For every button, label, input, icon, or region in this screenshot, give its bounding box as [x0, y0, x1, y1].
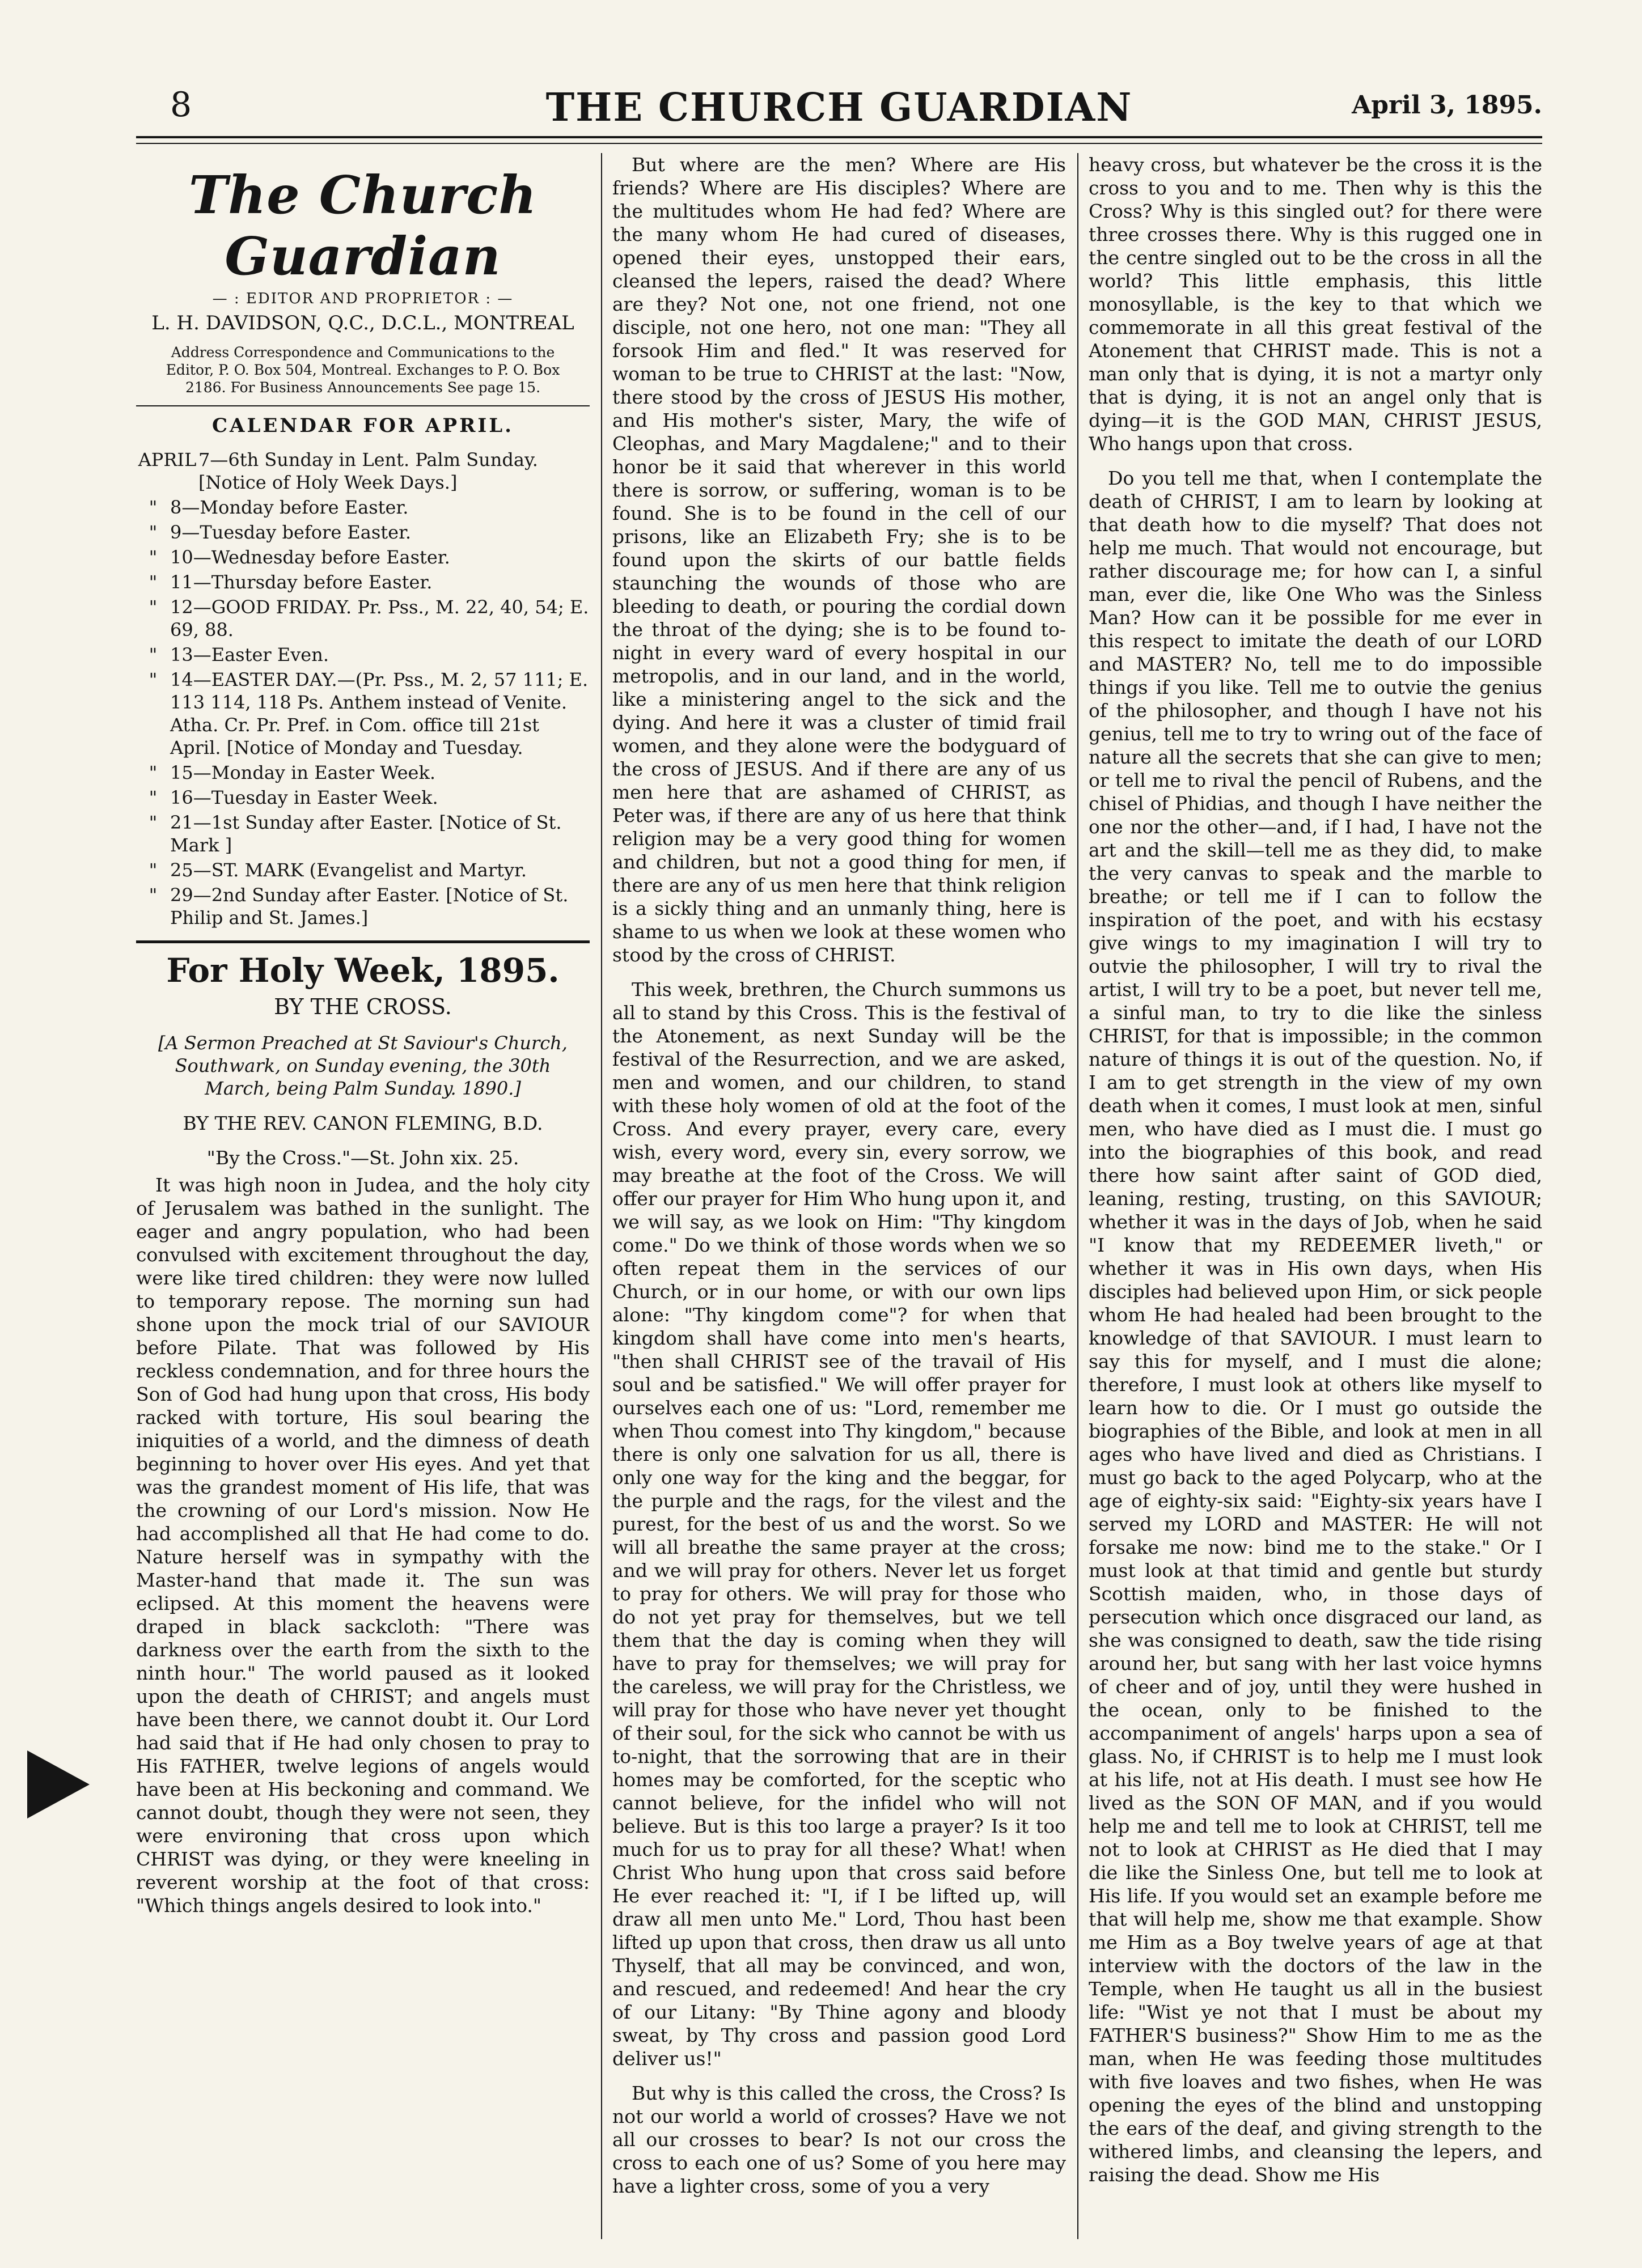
calendar-entry: " 11—Thursday before Easter. — [149, 571, 433, 593]
article-paragraph: heavy cross, but whatever be the cross it is the cross to you and to me. Then why is this the Cross? Why is this singled out? for there were three crosses there. Why is this rugged one in the centre singled out to be the cross in all the world? This little emphasis, this little monosyllable, is the key to that which we commemorate in all this great festival of the Atonement that CHRIST made. This is not a man only that is dying, it is not a martyr only that is dying, it is not an angel only that is dying—it is the GOD MAN, CHRIST JESUS, Who hangs upon that cross. — [1089, 154, 1542, 455]
page-number: 8 — [170, 85, 192, 125]
calendar-entry: " 15—Monday in Easter Week. — [149, 762, 436, 783]
running-masthead: THE CHURCH GUARDIAN — [545, 85, 1133, 130]
address-notice: Address Correspondence and Communications to the Editor, P. O. Box 504, Montreal. Exchanges to P. O. Box 2186. For Business Announcements See page 15. — [166, 344, 560, 396]
article-paragraph: This week, brethren, the Church summons us all to stand by this Cross. This is the festival of the Atonement, as next Sunday will be the festival of the Resurrection, and we are asked, men and women, and our children, to stand with these holy women of old at the foot of the Cross. And every prayer, every care, every wish, every word, every sin, every sorrow, we may breathe at the foot of the Cross. We will offer our prayer for Him Who hung upon it, and we will say, as we look on Him: "Thy kingdom come." Do we think of those words when we so often repeat them in the services of our Church, or in our home, or with our own lips alone: "Thy kingdom come"? for when that kingdom shall have come into men's hearts, "then shall CHRIST see of the travail of His soul and be satisfied." We will offer prayer for ourselves each one of us: "Lord, remember me when Thou comest into Thy kingdom," because there is only one salvation for us all, there is only one way for the king and the beggar, for the purple and the rags, for the vilest and the purest, for the best of us and the worst. So we will all breathe the same prayer at the cross; and we will pray for others. Never let us forget to pray for others. We will pray for those who do not yet pray for themselves, but we tell them that the day is coming when they will have to pray for themselves; we will pray for the careless, we will pray for the Christless, we will pray for those who have never yet thought of their soul, for the sick who cannot be with us to-night, that the sorrowing that are in their homes may be comforted, for the sceptic who cannot believe, for the infidel who will not believe. But is this too large a prayer? Is it too much for us to pray for all these? What! when Christ Who hung upon that cross said before He ever reached it: "I, if I be lifted up, will draw all men unto Me." Lord, Thou hast been lifted up upon that cross, then draw us all unto Thyself, that all may be convinced, and won, and rescued, and redeemed! And hear the cry of our Litany: "By Thine agony and bloody sweat, by Thy cross and passion good Lord deliver us!" — [612, 978, 1066, 2070]
calendar-list — [136, 448, 590, 929]
editor-name: L. H. DAVIDSON, Q.C., D.C.L., MONTREAL — [151, 312, 574, 334]
article-paragraph: Do you tell me that, when I contemplate the death of CHRIST, I am to learn by looking at that death how to die myself? That does not help me much. That would not encourage, but rather discourage me; for how can I, a sinful man, ever die, like One Who was the Sinless Man? How can it be possible for me ever in this respect to imitate the death of our LORD and MASTER? No, tell me to do impossible things if you like. Tell me to outvie the genius of the philosopher, and though I have not his genius, tell me to try to wring out of the face of nature all the secrets that she can give to men; or tell me to rival the pencil of Rubens, and the chisel of Phidias, and though I have neither the one nor the other—and, if I had, I have not the art and the skill—tell me as they did, to make the very canvas to speak and the marble to breathe; or tell me if I can to follow the inspiration of the poet, and with his ecstasy give wings to my imagination I will try to outvie the philosopher, I will try to rival the artist, I will try to be a poet, but never tell me, a sinful man, to try to die like the sinless CHRIST, for that is impossible; in the common nature of things it is out of the question. No, if I am to get strength in the view of my own death when it comes, I must look at men, sinful men, who have died as I must die. I must go into the biographies of this book, and read there how saint after saint of GOD died, leaning, resting, trusting, on this SAVIOUR; whether it was in the days of Job, when he said "I know that my REDEEMER liveth," or whether it was in His own days, when His disciples had believed upon Him, or sick people whom He had healed had been brought to the knowledge of that SAVIOUR. I must learn to say this for myself, and I must die alone; therefore, I must look at others like myself to learn how to die. Or I must go outside the biographies of the Bible, and look at men in all ages who have lived and died as Christians. I must go back to the aged Polycarp, who at the age of eighty-six said: "Eighty-six years have I served my LORD and MASTER: He will not forsake me now: bind me to the stake." Or I must look at that timid and gentle but sturdy Scottish maiden, who, in those days of persecution which once disgraced our land, as she was consigned to death, saw the tide rising around her, but sang with her last voice hymns of cheer and of joy, until they were hushed in the ocean, only to be finished to the accompaniment of angels' harps upon a sea of glass. No, if CHRIST is to help me I must look at his life, not at His death. I must see how He lived as the SON OF MAN, and if you would help me and tell me to look at CHRIST, tell me not to look at CHRIST as He died that I may die like the Sinless One, but tell me to look at His life. If you would set an example before me that will help me, show me that example. Show me Him as a Boy twelve years of age at that interview with the doctors of the law in the Temple, when He taught us all in the busiest life: "Wist ye not that I must be about my FATHER'S business?" Show Him to me as the man, when He was feeding those multitudes with five loaves and two fishes, when He was opening the eyes of the blind and unstopping the ears of the deaf, and giving strength to the withered limbs, and cleansing the lepers, and raising the dead. Show me His — [1089, 467, 1542, 2186]
calendar-entry: " 21—1st Sunday after Easter. [Notice of St. Mark ] — [149, 812, 562, 856]
column-divider — [1077, 153, 1078, 2239]
section-divider — [136, 940, 590, 943]
article-note: [A Sermon Preached at St Saviour's Church, Southwark, on Sunday evening, the 30th March, being Palm Sunday. 1890.] — [158, 1032, 568, 1099]
calendar-entry: " 9—Tuesday before Easter. — [149, 522, 412, 543]
column-1 — [136, 153, 590, 2250]
page-header — [136, 85, 1542, 136]
article-paragraph: But where are the men? Where are His friends? Where are His disciples? Where are the multitudes whom He had fed? Where are the many whom He had cured of diseases, opened their eyes, unstopped their ears, cleansed the lepers, raised the dead? Where are they? Not one, not one friend, not one disciple, not one hero, not one man: "They all forsook Him and fled." It was reserved for woman to be true to CHRIST at the last: "Now, there stood by the cross of JESUS His mother, and His mother's sister, Mary, the wife of Cleophas, and Mary Magdalene;" and to their honor be it said that wherever in this world there is sorrow, or suffering, woman is to be found. She is to be found in the cell of our prisons, like an Elizabeth Fry; she is to be found upon the skirts of our battle fields staunching the wounds of those who are bleeding to death, or pouring the cordial down the throat of the dying; she is to be found to-night in every ward of every hospital in our metropolis, and in our land, and in the world, like a ministering angel to the sick and the dying. And here it was a cluster of timid frail women, and they alone were the bodyguard of the cross of JESUS. And if there are any of us men here that are ashamed of CHRIST, as Peter was, if there are any of us here that think religion may be a very good thing for women and children, but not a good thing for men, if there are any of us men here that think religion is a sickly thing and an unmanly thing, here is shame to us when we look at these women who stood by the cross of CHRIST. — [612, 154, 1066, 966]
article-subtitle: BY THE CROSS. — [274, 994, 452, 1019]
calendar-entry: " 29—2nd Sunday after Easter. [Notice of St. Philip and St. James.] — [149, 884, 569, 929]
calendar-entry: " 8—Monday before Easter. — [149, 497, 409, 518]
column-2 — [612, 153, 1066, 2250]
calendar-title: CALENDAR FOR APRIL. — [212, 414, 514, 437]
column-divider — [601, 153, 602, 2239]
calendar-entry: " 10—Wednesday before Easter. — [149, 546, 450, 568]
header-rule-thin — [136, 143, 1542, 144]
article-paragraph: But why is this called the cross, the Cross? Is not our world a world of crosses? Have we not all our crosses to bear? Is not our cross the cross to each one of us? Some of you here may have a lighter cross, some of you a very — [612, 2082, 1066, 2197]
divider — [136, 405, 590, 406]
pointer-mark-icon — [27, 1750, 90, 1818]
article-byline: BY THE REV. CANON FLEMING, B.D. — [183, 1112, 543, 1134]
calendar-entry: APRIL 7—6th Sunday in Lent. Palm Sunday. [Notice of Holy Week Days.] — [138, 449, 538, 493]
masthead-title: The Church Guardian — [188, 164, 538, 287]
article-title: For Holy Week, 1895. — [166, 951, 560, 990]
header-rule — [136, 136, 1542, 138]
calendar-entry: " 14—EASTER DAY.—(Pr. Pss., M. 2, 57 111; E. 113 114, 118 Ps. Anthem instead of Venite. Atha. Cr. Pr. Pref. in Com. office till 21st April. [Notice of Monday and Tuesday. — [149, 669, 589, 758]
calendar-entry: " 12—GOOD FRIDAY. Pr. Pss., M. 22, 40, 54; E. 69, 88. — [149, 596, 589, 641]
calendar-entry: " 25—ST. MARK (Evangelist and Martyr. — [149, 859, 527, 881]
article-epigraph: "By the Cross."—St. John xix. 25. — [206, 1147, 519, 1169]
article-paragraph: It was high noon in Judea, and the holy city of Jerusalem was bathed in the sunlight. The eager and angry population, who had been convulsed with excitement throughout the day, were like tired children: they were now lulled to temporary repose. The morning sun had shone upon the mock trial of our SAVIOUR before Pilate. That was followed by His reckless condemnation, and for three hours the Son of God had hung upon that cross, His body racked with torture, His soul bearing the iniquities of a world, and the dimness of death beginning to hover over His eyes. And yet that was the grandest moment of His life, that was the crowning of our Lord's mission. Now He had accomplished all that He had come to do. Nature herself was in sympathy with the Master-hand that made it. The sun was eclipsed. At this moment the heavens were draped in black sackcloth: "There was darkness over the earth from the sixth to the ninth hour." The world paused as it looked upon the death of CHRIST; and angels must have been there, we cannot doubt it. Our Lord had said that if He had only chosen to pray to His FATHER, twelve legions of angels would have been at His beckoning and command. We cannot doubt, though they were not seen, they were environing that cross upon which CHRIST was dying, or they were kneeling in reverent worship at the foot of that cross: "Which things angels desired to look into." — [136, 1174, 590, 1917]
issue-date: April 3, 1895. — [1352, 91, 1542, 120]
column-3 — [1089, 153, 1542, 2250]
calendar-entry: " 16—Tuesday in Easter Week. — [149, 787, 438, 808]
calendar-entry: " 13—Easter Even. — [149, 644, 329, 665]
editor-label: — : EDITOR AND PROPRIETOR : — — [212, 290, 514, 307]
